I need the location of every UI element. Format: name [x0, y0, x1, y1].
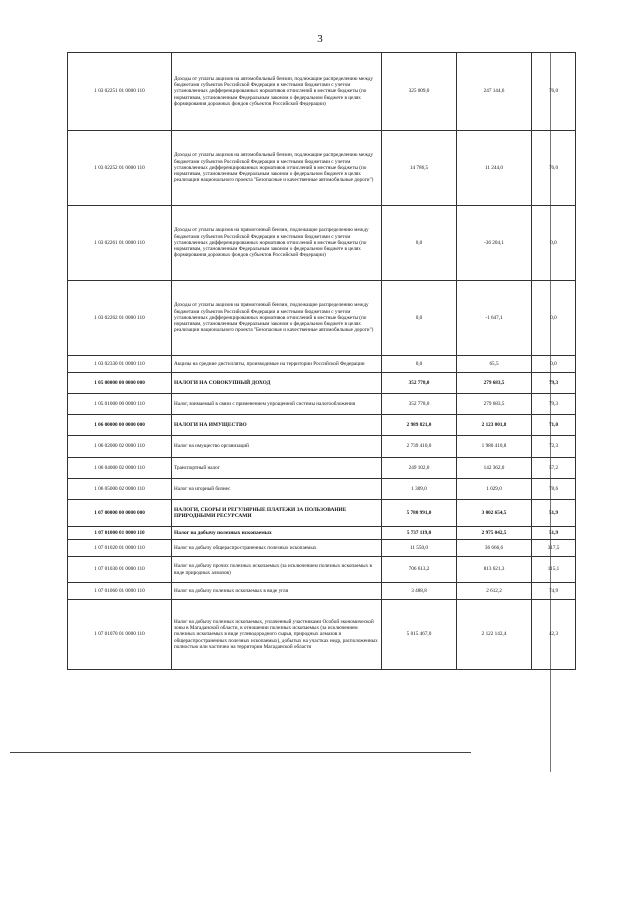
budget-code-cell: 1 03 02252 01 0000 110 [68, 131, 172, 206]
income-name-cell: НАЛОГИ НА СОВОКУПНЫЙ ДОХОД [172, 373, 382, 394]
budget-code-cell: 1 06 04000 02 0000 110 [68, 458, 172, 479]
plan-amount-cell: 325 009,0 [382, 53, 457, 131]
execution-percent-cell: 51,9 [532, 527, 576, 540]
actual-amount-cell: 813 621,3 [457, 557, 532, 583]
plan-amount-cell: 706 613,2 [382, 557, 457, 583]
table-row [68, 600, 576, 670]
actual-amount-cell: 1 029,0 [457, 479, 532, 500]
plan-amount-cell: 0,0 [382, 356, 457, 373]
execution-percent-cell: 79,3 [532, 394, 576, 415]
budget-code-cell: 1 06 00000 00 0000 000 [68, 415, 172, 436]
execution-percent-cell: 42,3 [532, 600, 576, 670]
table-row [68, 540, 576, 557]
budget-code-cell: 1 07 01070 01 0000 110 [68, 600, 172, 670]
actual-amount-cell: 11 244,0 [457, 131, 532, 206]
income-name-cell: Налог на добычу полезных ископаемых, уплаченный участниками Особой экономической зоны в Магаданской области, в отношении полезных ископаемых (за исключением полезных ископаемых в виде углеводородного сырья, природных алмазов и общераспространенных полезных ископаемых), добытых на участках недр, расположенных полностью или частично на территории Магаданской области [172, 600, 382, 670]
plan-amount-cell: 352 778,0 [382, 394, 457, 415]
execution-percent-cell: 78,6 [532, 479, 576, 500]
plan-amount-cell: 1 309,0 [382, 479, 457, 500]
actual-amount-cell: 279 683,5 [457, 373, 532, 394]
execution-percent-cell: 71,0 [532, 415, 576, 436]
execution-percent-cell: 76,0 [532, 131, 576, 206]
execution-percent-cell: 0,0 [532, 356, 576, 373]
plan-amount-cell: 249 102,0 [382, 458, 457, 479]
page-number: 3 [317, 33, 323, 45]
table-row [68, 206, 576, 281]
plan-amount-cell: 352 778,0 [382, 373, 457, 394]
plan-amount-cell: 2 989 821,0 [382, 415, 457, 436]
execution-percent-cell: 51,9 [532, 500, 576, 527]
income-name-cell: Акцизы на средние дистилляты, производимые на территории Российской Федерации [172, 356, 382, 373]
budget-code-cell: 1 03 02262 01 0000 110 [68, 281, 172, 356]
table-row [68, 281, 576, 356]
income-name-cell: Налог на добычу полезных ископаемых в виде угля [172, 583, 382, 600]
income-name-cell: Налог, взимаемый в связи с применением упрощенной системы налогообложения [172, 394, 382, 415]
budget-code-cell: 1 07 01060 01 0000 110 [68, 583, 172, 600]
plan-amount-cell: 5 780 991,0 [382, 500, 457, 527]
income-name-cell: Доходы от уплаты акцизов на автомобильный бензин, подлежащие распределению между бюджетами субъектов Российской Федерации и местными бюджетами с учетом установленных дифференцированных нормативов отчислений в местные бюджеты (по нормативам, установленным Федеральным законом о федеральном бюджете в целях реализации национального проекта "Безопасные и качественные автомобильные дороги") [172, 131, 382, 206]
income-name-cell: Транспортный налог [172, 458, 382, 479]
execution-percent-cell: 115,1 [532, 557, 576, 583]
revenue-table [67, 52, 576, 670]
execution-percent-cell: 74,9 [532, 583, 576, 600]
table-row [68, 373, 576, 394]
table-row [68, 479, 576, 500]
income-name-cell: Доходы от уплаты акцизов на прямогонный бензин, подлежащие распределению между бюджетами субъектов Российской Федерации и местными бюджетами с учетом установленных дифференцированных нормативов отчислений в местные бюджеты (по нормативам, установленным Федеральным законом о федеральном бюджете в целях формирования дорожных фондов субъектов Российской Федерации) [172, 206, 382, 281]
execution-percent-cell: 0,0 [532, 206, 576, 281]
actual-amount-cell: 3 002 654,5 [457, 500, 532, 527]
table-row [68, 557, 576, 583]
income-name-cell: Налог на добычу полезных ископаемых [172, 527, 382, 540]
plan-amount-cell: 11 550,0 [382, 540, 457, 557]
income-name-cell: Налог на добычу прочих полезных ископаемых (за исключением полезных ископаемых в виде природных алмазов) [172, 557, 382, 583]
actual-amount-cell: 2 122 142,4 [457, 600, 532, 670]
revenue-table-body [68, 53, 576, 670]
table-row [68, 583, 576, 600]
budget-code-cell: 1 06 02000 02 0000 110 [68, 436, 172, 458]
table-row [68, 436, 576, 458]
table-row [68, 527, 576, 540]
income-name-cell: Налог на имущество организаций [172, 436, 382, 458]
table-row [68, 415, 576, 436]
budget-code-cell: 1 05 01000 00 0000 110 [68, 394, 172, 415]
actual-amount-cell: -1 647,1 [457, 281, 532, 356]
execution-percent-cell: 0,0 [532, 281, 576, 356]
plan-amount-cell: 2 739 410,0 [382, 436, 457, 458]
execution-percent-cell: 79,3 [532, 373, 576, 394]
table-row [68, 500, 576, 527]
actual-amount-cell: 2 612,2 [457, 583, 532, 600]
table-row [68, 458, 576, 479]
budget-code-cell: 1 07 01000 01 0000 110 [68, 527, 172, 540]
execution-percent-cell: 57,2 [532, 458, 576, 479]
budget-code-cell: 1 03 02330 01 0000 110 [68, 356, 172, 373]
budget-code-cell: 1 06 05000 02 0000 110 [68, 479, 172, 500]
income-name-cell: НАЛОГИ, СБОРЫ И РЕГУЛЯРНЫЕ ПЛАТЕЖИ ЗА ПОЛЬЗОВАНИЕ ПРИРОДНЫМИ РЕСУРСАМИ [172, 500, 382, 527]
plan-amount-cell: 3 488,8 [382, 583, 457, 600]
actual-amount-cell: 36 666,6 [457, 540, 532, 557]
table-row [68, 131, 576, 206]
budget-code-cell: 1 03 02251 01 0000 110 [68, 53, 172, 131]
actual-amount-cell: 2 123 801,8 [457, 415, 532, 436]
table-row [68, 394, 576, 415]
income-name-cell: Налог на игорный бизнес [172, 479, 382, 500]
actual-amount-cell: 247 144,6 [457, 53, 532, 131]
actual-amount-cell: 65,5 [457, 356, 532, 373]
actual-amount-cell: 142 362,0 [457, 458, 532, 479]
execution-percent-cell: 72,3 [532, 436, 576, 458]
budget-code-cell: 1 07 01020 01 0000 110 [68, 540, 172, 557]
actual-amount-cell: 279 683,5 [457, 394, 532, 415]
plan-amount-cell: 0,0 [382, 206, 457, 281]
execution-percent-cell: 317,5 [532, 540, 576, 557]
budget-code-cell: 1 07 01030 01 0000 110 [68, 557, 172, 583]
income-name-cell: Налог на добычу общераспространенных полезных ископаемых [172, 540, 382, 557]
income-name-cell: НАЛОГИ НА ИМУЩЕСТВО [172, 415, 382, 436]
plan-amount-cell: 5 737 119,0 [382, 527, 457, 540]
budget-code-cell: 1 05 00000 00 0000 000 [68, 373, 172, 394]
actual-amount-cell: -36 204,1 [457, 206, 532, 281]
actual-amount-cell: 2 975 042,5 [457, 527, 532, 540]
revenue-table-wrapper [67, 52, 575, 670]
actual-amount-cell: 1 980 410,8 [457, 436, 532, 458]
plan-amount-cell: 5 015 467,0 [382, 600, 457, 670]
budget-code-cell: 1 03 02261 01 0000 110 [68, 206, 172, 281]
plan-amount-cell: 0,0 [382, 281, 457, 356]
table-row [68, 356, 576, 373]
plan-amount-cell: 14 786,5 [382, 131, 457, 206]
income-name-cell: Доходы от уплаты акцизов на прямогонный бензин, подлежащие распределению между бюджетами субъектов Российской Федерации и местными бюджетами с учетом установленных дифференцированных нормативов отчислений в местные бюджеты (по нормативам, установленным Федеральным законом о федеральном бюджете в целях реализации национального проекта "Безопасные и качественные автомобильные дороги") [172, 281, 382, 356]
income-name-cell: Доходы от уплаты акцизов на автомобильный бензин, подлежащие распределению между бюджетами субъектов Российской Федерации и местными бюджетами с учетом установленных дифференцированных нормативов отчислений в местные бюджеты (по нормативам, установленным Федеральным законом о федеральном бюджете в целях формирования дорожных фондов субъектов Российской Федерации) [172, 53, 382, 131]
table-row [68, 53, 576, 131]
execution-percent-cell: 76,0 [532, 53, 576, 131]
footer-divider [10, 752, 471, 753]
budget-code-cell: 1 07 00000 00 0000 000 [68, 500, 172, 527]
